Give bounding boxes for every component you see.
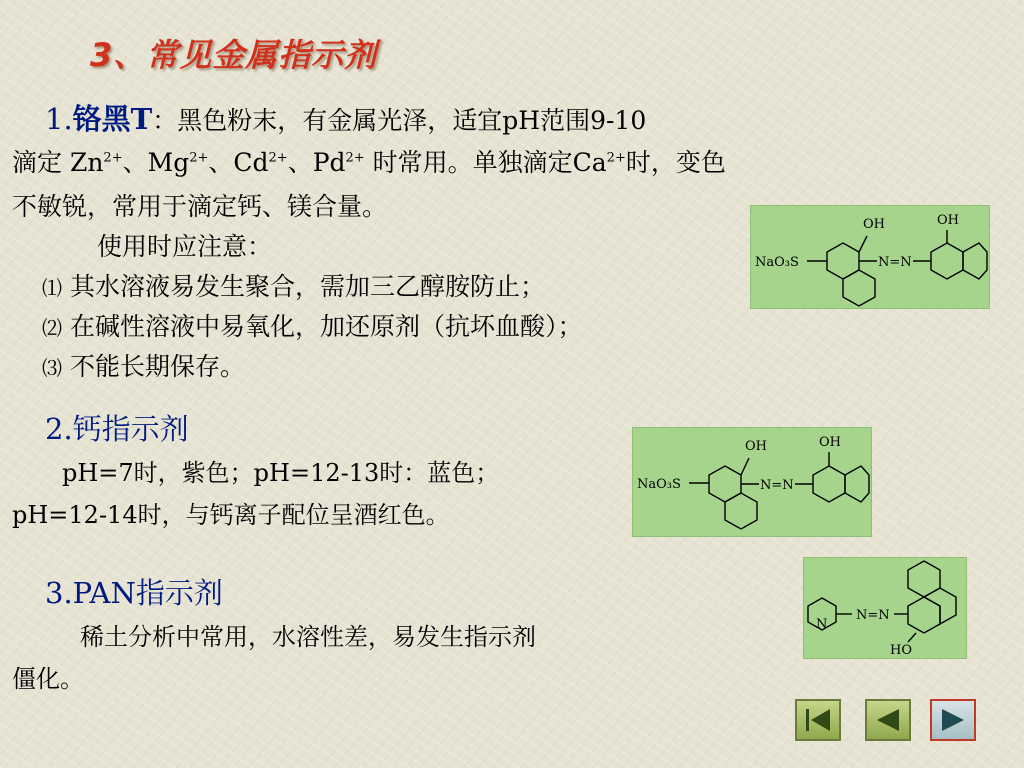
note-text: 在碱性溶液中易氧化，加还原剂（抗坏血酸）；: [69, 312, 583, 341]
superscript: 2+: [606, 150, 626, 166]
molecule-diagram: [804, 558, 966, 658]
section1-name: 铬黑T: [72, 102, 153, 136]
section1-heading-line: [45, 104, 646, 136]
n-label: N: [816, 617, 828, 632]
note-text: 其水溶液易发生聚合，需加三乙醇胺防止；: [69, 272, 545, 301]
azo-label: N=N: [856, 608, 890, 623]
section2-heading: 2.钙指示剂: [45, 412, 189, 446]
section1-number: 1.: [45, 102, 73, 136]
next-slide-button[interactable]: [930, 699, 976, 741]
molecule-diagram: [751, 206, 989, 308]
note-number: ⑵: [42, 316, 62, 340]
next-slide-icon: [938, 707, 968, 733]
note-number: ⑴: [42, 276, 62, 300]
note-text: 不能长期保存。: [69, 352, 245, 381]
first-slide-icon: [803, 707, 833, 733]
text-fragment: 滴定 Zn: [12, 148, 104, 177]
section3-line2: 僵化。: [12, 665, 84, 693]
oh-label: OH: [937, 213, 959, 228]
section2-line1: pH=7时，紫色；pH=12-13时：蓝色；: [62, 459, 500, 487]
previous-slide-button[interactable]: [865, 699, 911, 741]
ho-label: HO: [890, 643, 912, 658]
section1-description: ：黑色粉末，有金属光泽，适宜pH范围9-10: [152, 106, 647, 135]
oh-label: OH: [745, 439, 767, 454]
pan-indicator-structure: [803, 557, 967, 659]
first-slide-button[interactable]: [795, 699, 841, 741]
note-intro: 使用时应注意：: [97, 232, 273, 261]
text-fragment: 、Mg: [122, 148, 190, 177]
oh-label: OH: [819, 435, 841, 450]
superscript: 2+: [103, 150, 123, 166]
text-fragment: 、Pd: [287, 148, 346, 177]
section2-line2: pH=12-14时，与钙离子配位呈酒红色。: [12, 501, 450, 529]
slide-title: 3、常见金属指示剂: [90, 36, 378, 74]
section3-heading: 3.PAN指示剂: [45, 576, 223, 610]
eriochrome-black-t-structure: [750, 205, 990, 309]
text-fragment: 时常用。单独滴定Ca: [364, 148, 607, 177]
text-fragment: 、Cd: [208, 148, 269, 177]
note-item-2: [42, 312, 582, 343]
azo-label: N=N: [760, 478, 794, 493]
naso3s-label: NaO₃S: [755, 255, 799, 270]
calcium-indicator-structure: [632, 427, 872, 537]
naso3s-label: NaO₃S: [637, 477, 681, 492]
superscript: 2+: [268, 150, 288, 166]
azo-label: N=N: [878, 255, 912, 270]
previous-slide-icon: [873, 707, 903, 733]
note-item-1: [42, 272, 545, 303]
oh-label: OH: [863, 217, 885, 232]
note-number: ⑶: [42, 356, 62, 380]
text-fragment: 时，变色: [625, 148, 726, 177]
molecule-diagram: [633, 428, 871, 536]
section3-line1: 稀土分析中常用，水溶性差，易发生指示剂: [80, 623, 536, 651]
section1-line2: [12, 148, 726, 178]
section1-line3: 不敏锐，常用于滴定钙、镁合量。: [12, 192, 388, 221]
superscript: 2+: [345, 150, 365, 166]
note-item-3: [42, 352, 245, 383]
superscript: 2+: [189, 150, 209, 166]
